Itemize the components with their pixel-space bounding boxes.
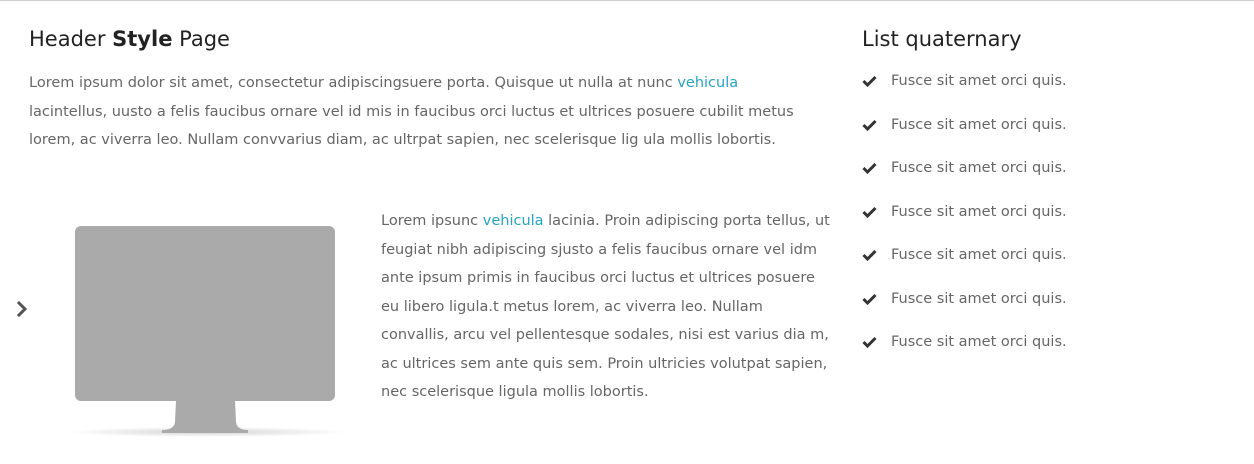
- intro-link[interactable]: vehicula: [677, 75, 739, 91]
- chevron-right-icon: [15, 300, 31, 318]
- main-content: [29, 24, 809, 155]
- list-item: [862, 154, 1222, 198]
- page-title: [29, 24, 809, 54]
- intro-text-start: Lorem ipsum dolor sit amet, consectetur adipiscingsuere porta. Quisque ut nulla at nunc: [29, 75, 678, 91]
- page-title-part2: Page: [172, 27, 230, 51]
- feature-text-end: lacinia. Proin adipiscing porta tellus, ut feugiat nibh adipiscing sjusto a felis faucibus ornare vel idm ante ipsum primis in faucibus orci luctus et ultrices posuere eu libero ligula.t metus lorem, ac viverra leo. Nullam convallis, arcu vel pellentesque sodales, nisi est varius dia m, ac ultrices sem ante quis sem. Proin ultricies volutpat sapien, nec scelerisque ligula mollis lobortis.: [381, 213, 830, 400]
- check-icon: [862, 67, 877, 95]
- page-title-bold: Style: [112, 27, 173, 51]
- list-item-text: Fusce sit amet orci quis.: [891, 116, 1067, 133]
- list-item-text: Fusce sit amet orci quis.: [891, 203, 1067, 220]
- list-item-text: Fusce sit amet orci quis.: [891, 73, 1067, 89]
- check-icon: [862, 285, 877, 313]
- list-item: [862, 241, 1222, 285]
- check-list: [862, 67, 1222, 372]
- check-icon: [862, 154, 877, 182]
- check-icon: [862, 111, 877, 139]
- list-title: List quaternary: [862, 27, 1022, 51]
- list-item: [862, 285, 1222, 329]
- intro-paragraph: [29, 69, 809, 155]
- monitor-icon: [58, 226, 354, 438]
- check-icon: [862, 198, 877, 226]
- list-item: [862, 67, 1222, 111]
- check-icon: [862, 241, 877, 269]
- list-item-text: Fusce sit amet orci quis.: [891, 290, 1067, 307]
- feature-link[interactable]: vehicula: [482, 213, 544, 229]
- list-item-text: Fusce sit amet orci quis.: [891, 247, 1067, 263]
- list-item: [862, 111, 1222, 155]
- monitor-image: [58, 226, 354, 438]
- list-item: [862, 328, 1222, 372]
- intro-text-end: lacintellus, uusto a felis faucibus ornare vel id mis in faucibus orci luctus et ultrices posuere cubilit metus lorem, ac viverra leo. Nullam convvarius diam, ac ultrpat sapien, nec scelerisque lig ula mollis lobortis.: [29, 103, 794, 148]
- feature-text-start: Lorem ipsunc: [381, 213, 483, 229]
- feature-paragraph: [381, 207, 831, 407]
- check-icon: [862, 328, 877, 356]
- page-title-part1: Header: [29, 27, 113, 51]
- carousel-arrow[interactable]: [15, 300, 31, 318]
- list-item-text: Fusce sit amet orci quis.: [891, 334, 1067, 350]
- list-item: [862, 198, 1222, 242]
- top-divider: [0, 0, 1254, 1]
- list-item-text: Fusce sit amet orci quis.: [891, 160, 1067, 176]
- sidebar-list-section: [862, 24, 1222, 372]
